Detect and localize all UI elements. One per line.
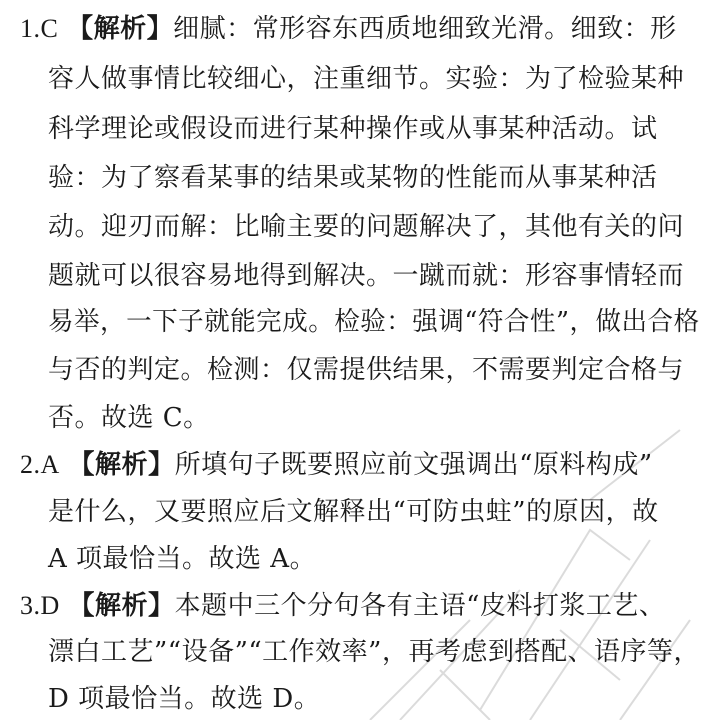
answer-3-number: 3.: [20, 591, 41, 620]
answer-1-line-3: 科学理论或假设而进行某种操作或从事某种活动。试: [48, 114, 658, 144]
answer-2-line-3: A 项最恰当。故选 A。: [48, 544, 317, 574]
answer-1-text: 细腻：常形容东西质地细致光滑。细致：形: [173, 14, 677, 44]
answer-1-line-7: 易举，一下子就能完成。检验：强调“符合性”，做出合格: [48, 307, 700, 337]
answer-3-line-3: D 项最恰当。故选 D。: [48, 684, 321, 714]
answer-2-line-2: 是什么，又要照应后文解释出“可防虫蛀”的原因，故: [48, 497, 659, 527]
answer-2-text: 所填句子既要照应前文强调出“原料构成”: [174, 450, 653, 480]
answer-1-line-5: 动。迎刃而解：比喻主要的问题解决了，其他有关的问: [48, 212, 685, 242]
answer-2-tag: 【解析】: [68, 450, 175, 480]
answer-1-line-4: 验：为了察看某事的结果或某物的性能而从事某种活: [48, 163, 658, 193]
answer-1-line-8: 与否的判定。检测：仅需提供结果，不需要判定合格与: [48, 355, 685, 385]
answer-1-choice: C: [40, 14, 59, 43]
answer-2-line-1: [20, 449, 653, 481]
answer-3-tag: 【解析】: [68, 591, 175, 621]
answer-3-choice: D: [40, 591, 60, 620]
answer-1-line-6: 题就可以很容易地得到解决。一蹴而就：形容事情轻而: [48, 261, 685, 291]
answer-1-line-1: [20, 13, 677, 45]
answer-3-line-1: [20, 590, 665, 622]
answer-3-line-2: 漂白工艺”“设备”“工作效率”，再考虑到搭配、语序等，: [48, 637, 700, 667]
answer-1-line-9: 否。故选 C。: [48, 403, 210, 433]
answer-3-text: 本题中三个分句各有主语“皮料打浆工艺、: [174, 591, 666, 621]
answer-2-choice: A: [40, 450, 60, 479]
answer-2-number: 2.: [20, 450, 41, 479]
answer-1-line-2: 容人做事情比较细心，注重细节。实验：为了检验某种: [48, 64, 685, 94]
answer-1-tag: 【解析】: [67, 14, 174, 44]
answer-1-number: 1.: [20, 14, 41, 43]
